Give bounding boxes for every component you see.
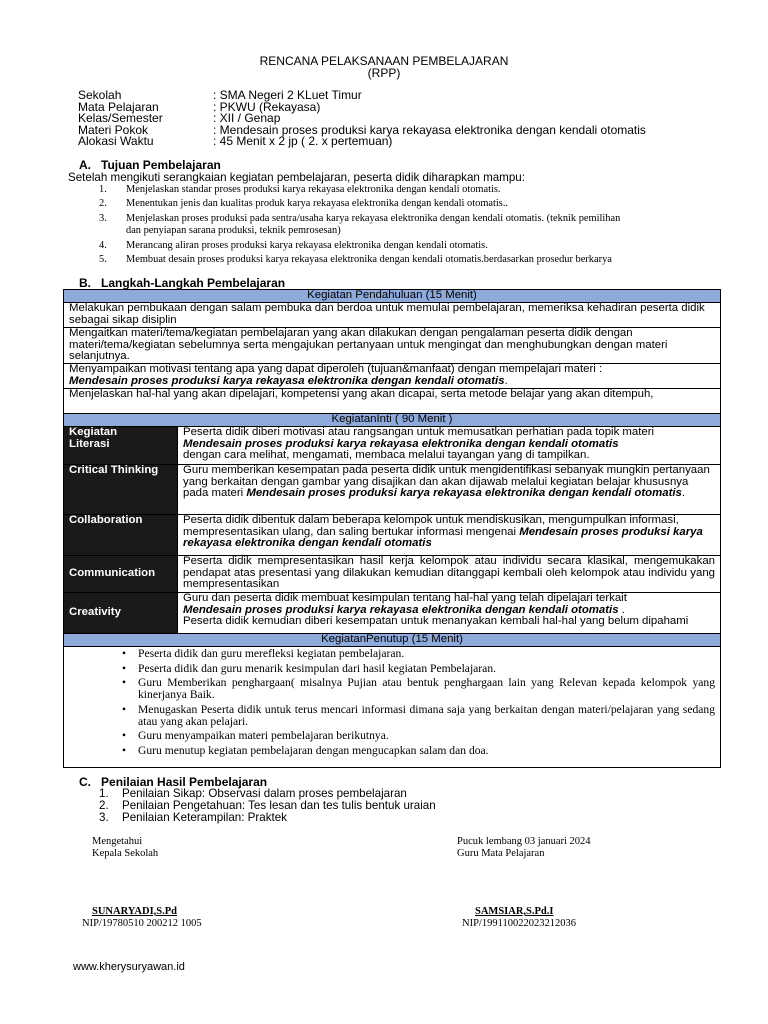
document-subtitle: (RPP) (367, 66, 401, 80)
section-c-heading: C. Penilaian Hasil Pembelajaran (79, 775, 268, 789)
inti-header: KegiatanInti ( 90 Menit ) (64, 414, 721, 427)
label-critical-thinking: Critical Thinking (64, 465, 178, 515)
label-communication: Communication (64, 556, 178, 593)
list-item: 4. Merancang aliran proses produksi karya rekayasa elektronika dengan kendali otomatis. (99, 239, 488, 251)
table-row: Peserta didik mempresentasikan hasil kerja kelompok atau individu secara klasikal, mengemukakan pendapat atas presentasi yang dilakukan kemudian ditanggapi kembali oleh kelompok atau individu yang mempresentasikan (178, 556, 721, 593)
section-a-heading: A. Tujuan Pembelajaran (79, 158, 221, 172)
table-row: Menjelaskan hal-hal yang akan dipelajari, kompetensi yang akan dicapai, serta metode belajar yang akan ditempuh, (64, 389, 721, 414)
penutup-list-cell (64, 647, 721, 768)
objectives-list (99, 184, 739, 265)
info-row-materi: Materi Pokok : Mendesain proses produksi karya rekayasa elektronika dengan kendali otomatis (78, 122, 646, 137)
table-row: Guru dan peserta didik membuat kesimpulan tentang hal-hal yang telah dipelajari terkait Mendesain proses produksi karya rekayasa elektronika dengan kendali otomatis . Peserta didik kemudian diberi kesempatan untuk menanyakan kembali hal-hal yang belum dipahami (178, 593, 721, 634)
list-item: 1. Menjelaskan standar proses produksi karya rekayasa elektronika dengan kendali otomatis. (99, 184, 501, 195)
list-item: dan penyiapan sarana produksi, teknik pemrosesan) (126, 225, 341, 237)
teacher-name: SAMSIAR,S.Pd.I (475, 906, 554, 917)
table-row: Peserta didik dibentuk dalam beberapa kelompok untuk mendiskusikan, mengumpulkan informasi, mempresentasikan ulang, dan saling bertukar informasi mengenai Mendesain proses produksi karya rekayasa elektronika dengan kendali otomatis (178, 515, 721, 556)
list-item: 2. Menentukan jenis dan kualitas produk karya rekayasa elektronika dengan kendali otomatis.. (99, 198, 509, 210)
list-item: 2. Penilaian Pengetahuan: Tes lesan dan tes tulis bentuk uraian (99, 799, 436, 812)
pendahuluan-header: Kegiatan Pendahuluan (15 Menit) (64, 290, 721, 303)
list-item: • Peserta didik dan guru menarik kesimpulan dari hasil kegiatan Pembelajaran. (122, 661, 497, 675)
info-row-sekolah: Sekolah : SMA Negeri 2 KLuet Timur (78, 88, 362, 102)
info-block (78, 90, 646, 148)
document-title: RENCANA PELAKSANAAN PEMBELAJARAN (259, 54, 509, 68)
info-row-kelas: Kelas/Semester : XII / Genap (78, 111, 281, 126)
table-row: Peserta didik diberi motivasi atau rangsangan untuk memusatkan perhatian pada topik materi Mendesain proses produksi karya rekayasa elektronika dengan kendali otomatis dengan cara melihat, mengamati, membaca melalui tayangan yang di tampilkan. (178, 427, 721, 465)
closing-list (104, 648, 715, 757)
learning-steps-table (63, 289, 721, 768)
section-b-heading: B. Langkah-Langkah Pembelajaran (79, 276, 286, 290)
penutup-header: KegiatanPenutup (15 Menit) (64, 634, 721, 647)
signature-left: Mengetahui Kepala Sekolah (92, 836, 159, 859)
footer-website: www.kherysuryawan.id (73, 961, 185, 973)
list-item: 3. Penilaian Keterampilan: Praktek (99, 811, 287, 824)
list-item: • Guru menyampaikan materi pembelajaran berikutnya. (122, 729, 389, 743)
list-item: • Menugaskan Peserta didik untuk terus mencari informasi dimana saja yang berkaitan dengan materi/pelajaran yang sedang atau yang akan pelajari. (122, 702, 715, 728)
table-row: Melakukan pembukaan dengan salam pembuka dan berdoa untuk memulai pembelajaran, memeriksa kehadiran peserta didik sebagai sikap disiplin (64, 303, 721, 328)
teacher-nip: NIP/199110022023212036 (462, 918, 576, 929)
assessment-list (99, 788, 699, 824)
table-row: Menyampaikan motivasi tentang apa yang dapat diperoleh (tujuan&manfaat) dengan mempelajari materi : Mendesain proses produksi karya rekayasa elektronika dengan kendali otomatis. (64, 364, 721, 389)
headmaster-nip: NIP/19780510 200212 1005 (82, 918, 202, 929)
list-item: • Guru menutup kegiatan pembelajaran dengan mengucapkan salam dan doa. (122, 743, 489, 757)
list-item: 1. Penilaian Sikap: Observasi dalam proses pembelajaran (99, 787, 407, 800)
section-a-intro: Setelah mengikuti serangkaian kegiatan pembelajaran, peserta didik diharapkan mampu: (68, 171, 525, 184)
table-row: Mengaitkan materi/tema/kegiatan pembelajaran yang akan dilakukan dengan pengalaman peserta didik dengan materi/tema/kegiatan sebelumnya serta mengajukan pertanyaan untuk mengingat dan menghubungkan dengan materi selanjutnya. (64, 328, 721, 364)
signature-right: Pucuk lembang 03 januari 2024 Guru Mata Pelajaran (457, 836, 591, 859)
table-row: Guru memberikan kesempatan pada peserta didik untuk mengidentifikasi sebanyak mungkin pertanyaan yang berkaitan dengan gambar yang disajikan dan akan dijawab melalui kegiatan belajar khususnya pada materi Mendesain proses produksi karya rekayasa elektronika dengan kendali otomatis. (178, 465, 721, 515)
list-item: 3. Menjelaskan proses produksi pada sentra/usaha karya rekayasa elektronika dengan kendali otomatis. (teknik pemilihan (99, 212, 621, 224)
info-row-alokasi: Alokasi Waktu : 45 Menit x 2 jp ( 2. x pertemuan) (78, 134, 393, 149)
info-row-mapel: Mata Pelajaran : PKWU (Rekayasa) (78, 99, 321, 114)
list-item: 5. Membuat desain proses produksi karya rekayasa elektronika dengan kendali otomatis.berdasarkan prosedur berkarya (99, 254, 612, 266)
headmaster-name: SUNARYADI,S.Pd (92, 906, 178, 917)
label-literasi: Kegiatan Literasi (64, 427, 178, 465)
list-item: • Guru Memberikan penghargaan( misalnya Pujian atau bentuk penghargaan lain yang Relevan kepada kelompok yang kinerjanya Baik. (122, 676, 715, 702)
label-creativity: Creativity (64, 593, 178, 634)
list-item: • Peserta didik dan guru merefleksi kegiatan pembelajaran. (122, 647, 405, 660)
label-collaboration: Collaboration (64, 515, 178, 556)
